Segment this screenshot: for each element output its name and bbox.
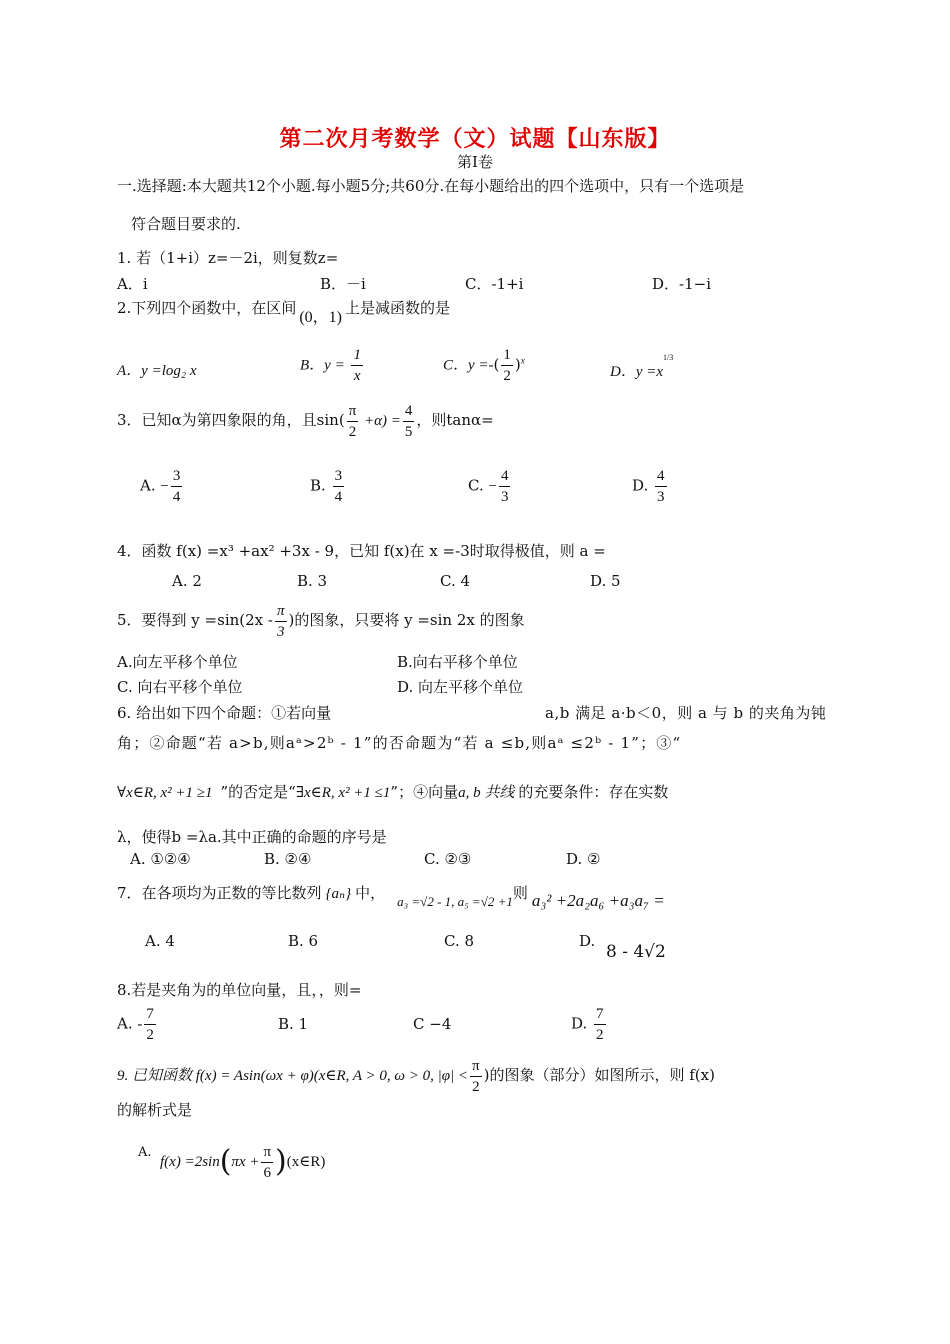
q5-option-d: D. 向左平移个单位 (397, 678, 524, 696)
q3-stem-text: 3．已知α为第四象限的角，且sin( (117, 411, 345, 429)
q3-option-b: B. $\frac{3}{4}$ (310, 468, 343, 505)
q9-pi-half: $\frac{\pi}{2}$ (472, 1057, 480, 1095)
q2-option-b-text: B．y = (300, 357, 345, 374)
q2-option-c-frac: $\frac{1}{2}$ (503, 347, 511, 384)
q1-stem: 1. 若（1+i）z=－2i，则复数z= (117, 249, 339, 267)
q6-option-b: B. ②④ (264, 850, 312, 868)
q6-line3-text2: ”；④向量 (390, 783, 459, 801)
q6-line2: 角；②命题“若 a>b,则aᵃ>2ᵇ - 1”的否命题为“若 a ≤b,则aᵃ ≤2ᵇ - 1”；③“ (117, 734, 682, 752)
q2-stem-tail: 上是减函数的是 (345, 299, 451, 317)
q6-forall-expr: ∀x∈R, x² +1 ≥1 (117, 785, 213, 801)
q5-option-a: A.向左平移个单位 (117, 653, 238, 671)
q2-option-c: C．y =-( $\frac{1}{2}$ )$^x$ (443, 347, 525, 384)
q1-option-b: B．－i (320, 275, 366, 293)
q5-pi-third: $\frac{\pi}{3}$ (276, 602, 285, 640)
q9-line1-tail: )的图象（部分）如图所示，则 f(x) (483, 1066, 715, 1084)
q9-option-a: f(x) =2sin(πx + $\frac{\pi}{6}$ )(x∈R) (160, 1143, 326, 1181)
q2-option-b-frac: $\frac{1}{x}$ (353, 347, 361, 384)
page-title: 第二次月考数学（文）试题【山东版】 (279, 127, 671, 152)
q9-line1-text: 9. 已知函数 f(x) = Asin(ωx + φ)(x∈R, A > 0, ω > 0, |φ| < (117, 1068, 469, 1084)
q1-option-c: C．-1+i (465, 275, 524, 293)
q8-option-b: B. 1 (278, 1015, 309, 1033)
q7-option-d-value: 8 - 4√2 (606, 942, 666, 962)
q6-line1a: 6. 给出如下四个命题：①若向量 (117, 704, 332, 722)
q7-stem-mid: 中， (355, 884, 386, 902)
q4-option-b: B. 3 (297, 572, 328, 590)
q2-option-a-text: A．y =log₂ x (117, 363, 197, 379)
q8-option-d-label: D. (571, 1014, 588, 1033)
q7-then: 则 (512, 884, 528, 902)
q3-option-a: A. − $\frac{3}{4}$ (140, 468, 181, 505)
q6-line3-text3: 的充要条件：存在实数 (518, 783, 669, 801)
q8-option-d: D. $\frac{7}{2}$ (571, 1006, 604, 1043)
q4-option-d: D. 5 (590, 572, 621, 590)
q8-option-c: C −4 (413, 1015, 452, 1033)
q2-stem-text: 2.下列四个函数中，在区间 (117, 299, 297, 317)
q7-sequence: {aₙ} (325, 886, 352, 902)
q8-option-a-label: A. (117, 1014, 133, 1033)
q1-option-d: D．-1−i (652, 275, 712, 293)
q2-stem (117, 299, 451, 326)
q5-option-c: C. 向右平移个单位 (117, 678, 243, 696)
q7-option-a: A. 4 (145, 932, 175, 950)
q3-option-d: D. $\frac{4}{3}$ (632, 468, 665, 505)
q2-option-d-text: D．y =x (610, 364, 664, 380)
q5-stem-post: )的图象，只要将 y =sin 2x 的图象 (288, 611, 525, 629)
q6-line3-text1: ”的否定是“ (220, 783, 296, 801)
q7-stem-text: 7．在各项均为正数的等比数列 (117, 884, 322, 902)
q3-pi-half: $\frac{\pi}{2}$ (348, 402, 357, 440)
q9-line1 (117, 1052, 715, 1099)
q3-option-c-label: C. (468, 476, 484, 495)
q4-option-c: C. 4 (440, 572, 471, 590)
q3-option-b-label: B. (310, 476, 326, 495)
q7-expression: a₃² +2a₂a₆ +a₃a₇ = (531, 891, 665, 910)
q8-option-a: A. - $\frac{7}{2}$ (117, 1006, 154, 1043)
q1-option-a: A．i (117, 275, 148, 293)
q5-stem (117, 597, 525, 643)
q6-line1b: a,b 满足 a·b＜0，则 a 与 b 的夹角为钝 (545, 704, 827, 722)
q4-stem: 4．函数 f(x) =x³ +ax² +3x - 9，已知 f(x)在 x =-3时取得极值，则 a = (117, 542, 606, 560)
q9-option-a-post: (x∈R) (286, 1154, 326, 1170)
q5-option-b: B.向右平移个单位 (397, 653, 518, 671)
q9-option-a-label: A. (138, 1145, 152, 1160)
q3-four-fifths: $\frac{4}{5}$ (404, 402, 413, 440)
q2-option-a (117, 359, 196, 380)
q6-option-c: C. ②③ (424, 850, 472, 868)
q2-option-b (300, 345, 365, 386)
volume-label: 第Ⅰ卷 (457, 153, 493, 171)
q2-option-c-text: C．y =- (443, 357, 494, 374)
q2-interval: (0，1) (299, 309, 342, 326)
section-intro-line1: 一.选择题:本大题共12个小题.每小题5分;共60分.在每小题给出的四个选项中，只有一个选项是 (117, 177, 745, 195)
q6-exists-expr: ∃x∈R, x² +1 ≤1 (295, 785, 391, 801)
q9-line2: 的解析式是 (117, 1101, 193, 1119)
q2-option-d: D．$y =x^{1/3}$ (610, 353, 674, 380)
q9-option-a-pre: f(x) =2sin (160, 1154, 220, 1170)
q6-line3 (117, 783, 668, 802)
q3-option-c: C. − $\frac{4}{3}$ (468, 468, 509, 505)
q6-vectors-collinear: a, b 共线 (458, 785, 515, 801)
q7-option-c: C. 8 (444, 932, 475, 950)
q6-line4: λ，使得b =λa.其中正确的命题的序号是 (117, 828, 387, 846)
q7-option-b: B. 6 (288, 932, 319, 950)
q6-option-a: A. ①②④ (130, 850, 191, 868)
q3-option-a-label: A. (140, 476, 156, 495)
q7-option-d: D. (579, 932, 596, 950)
section-intro-line2: 符合题目要求的. (131, 215, 241, 233)
q3-stem-tail: ，则tanα= (416, 411, 494, 429)
q3-stem: 3．已知α为第四象限的角，且sin( $\frac{\pi}{2}$ +α) = $\frac{4}{5}$ ，则tanα= (117, 402, 494, 440)
q7-condition: a₃ =√2 - 1, a₅ =√2 +1 (397, 894, 513, 909)
q5-stem-pre: 5．要得到 y =sin(2x - (117, 611, 273, 629)
q7-stem (117, 884, 665, 910)
q4-option-a: A. 2 (172, 572, 202, 590)
q8-stem: 8.若是夹角为的单位向量，且，，则= (117, 981, 362, 999)
q6-option-d: D. ② (566, 850, 601, 868)
q3-option-d-label: D. (632, 476, 649, 495)
